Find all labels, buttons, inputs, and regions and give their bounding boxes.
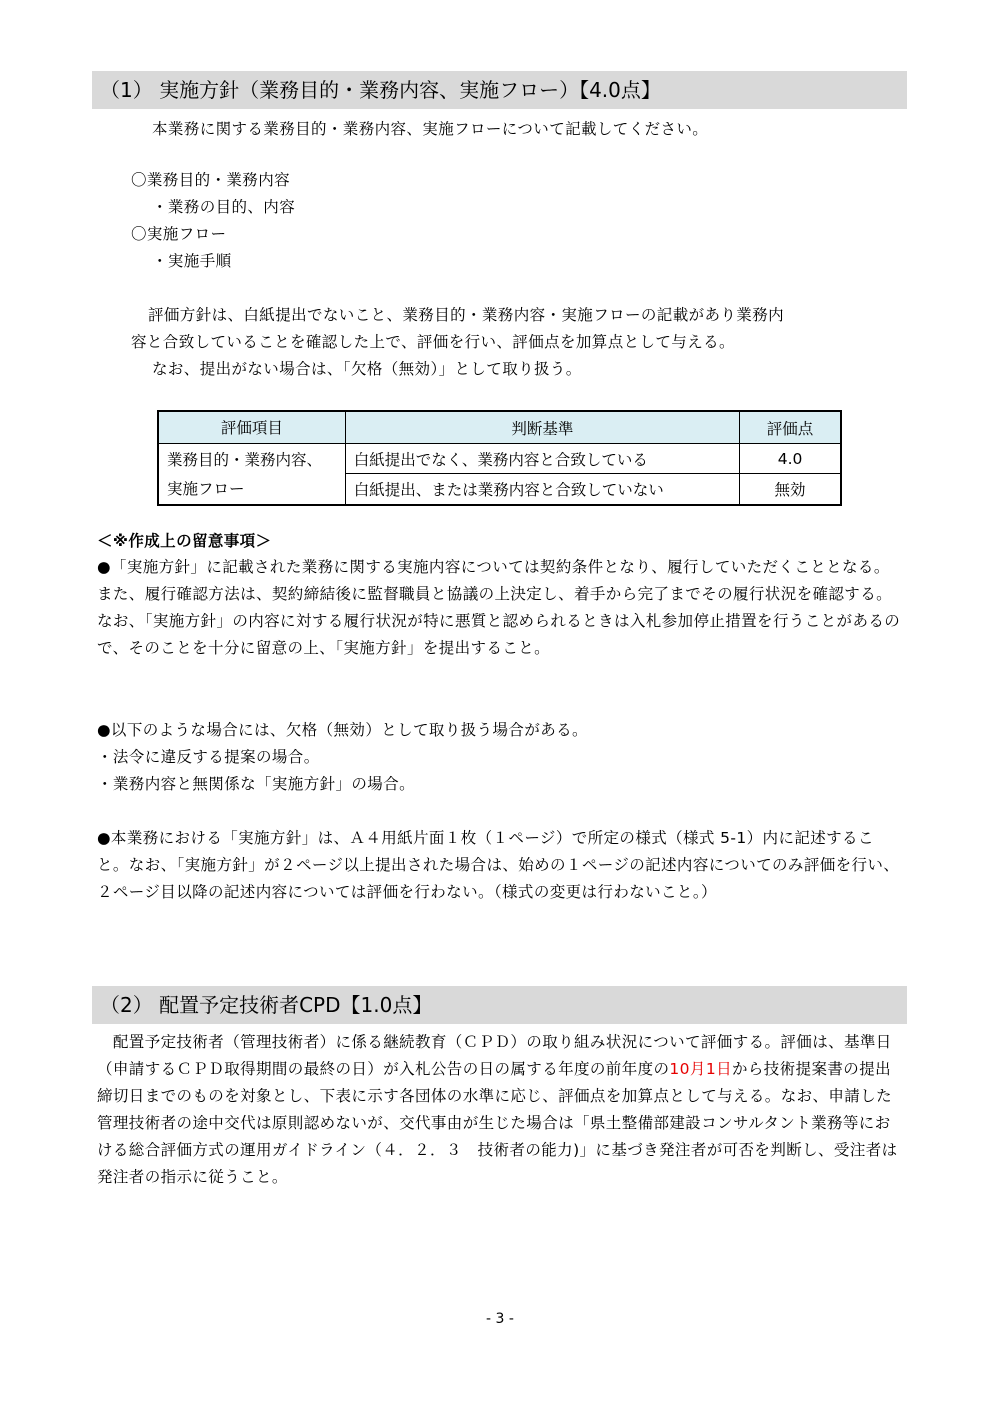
- section1-heading: （1） 実施方針（業務目的・業務内容、実施フロー）【4.0点】: [92, 71, 907, 109]
- header-cell: 評価項目: [158, 411, 345, 444]
- policy-line: なお、提出がない場合は、「欠格（無効）」として取り扱う。: [152, 360, 582, 378]
- evaluation-table: [157, 410, 842, 506]
- section1-intro: 本業務に関する業務目的・業務内容、実施フローについて記載してください。: [152, 120, 709, 138]
- section2-paragraph: [97, 1029, 905, 1191]
- score-cell: 4.0: [740, 444, 841, 474]
- section2-heading: （2） 配置予定技術者CPD【1.0点】: [92, 986, 907, 1024]
- paragraph-text: 配置予定技術者（管理技術者）に係る継続教育（ＣＰＤ）の取り組み状況について評価する。評価は、基準日（申請するＣＰＤ取得期間の最終の日）が入札公告の日の属する年度の前年度の: [97, 1033, 892, 1078]
- table-header-row: [158, 411, 841, 444]
- list-item: ・実施手順: [152, 252, 232, 270]
- criterion-cell: 白紙提出、または業務内容と合致していない: [345, 474, 739, 505]
- header-cell: 判断基準: [345, 411, 739, 444]
- evaluation-item-cell: 業務目的・業務内容、実施フロー: [158, 444, 345, 506]
- policy-line: 容と合致していることを確認した上で、評価を行い、評価点を加算点として与える。: [131, 333, 735, 351]
- note-line: ・業務内容と無関係な「実施方針」の場合。: [97, 775, 416, 793]
- paragraph-text: から技術提案書の提出締切日までのものを対象とし、下表に示す各団体の水準に応じ、評価点を加算点として与える。なお、申請した管理技術者の途中交代は原則認めないが、交代事由が生じた場合は「県土整備部建設コンサルタント業務等における総合評価方式の運用ガイドライン（４．２．３ 技術者の能力)」に基づき発注者が可否を判断し、受注者は発注者の指示に従うこと。: [97, 1060, 898, 1186]
- list-item: 〇業務目的・業務内容: [131, 171, 291, 189]
- header-cell: 評価点: [740, 411, 841, 444]
- page-number: - 3 -: [486, 1311, 514, 1327]
- table-row: [158, 444, 841, 474]
- notes-title: ＜※作成上の留意事項＞: [97, 532, 272, 550]
- highlighted-date: 10月1日: [669, 1060, 732, 1078]
- list-item: 〇実施フロー: [131, 225, 227, 243]
- note-paragraph: ●本業務における「実施方針」は、Ａ４用紙片面１枚（１ページ）で所定の様式（様式 5-1）内に記述すること。なお、「実施方針」が２ページ以上提出された場合は、始めの１ページの記述内容についてのみ評価を行い、２ページ目以降の記述内容については評価を行わない。（様式の変更は行わないこと。）: [97, 829, 900, 901]
- note-line: ●以下のような場合には、欠格（無効）として取り扱う場合がある。: [97, 721, 588, 739]
- score-cell: 無効: [740, 474, 841, 505]
- policy-line: 評価方針は、白紙提出でないこと、業務目的・業務内容・実施フローの記載があり業務内: [148, 306, 785, 324]
- note-line: ・法令に違反する提案の場合。: [97, 748, 320, 766]
- criterion-cell: 白紙提出でなく、業務内容と合致している: [345, 444, 739, 474]
- list-item: ・業務の目的、内容: [152, 198, 296, 216]
- note-paragraph: ●「実施方針」に記載された業務に関する実施内容については契約条件となり、履行していただくこととなる。また、履行確認方法は、契約締結後に監督職員と協議の上決定し、着手から完了までその履行状況を確認する。なお、「実施方針」の内容に対する履行状況が特に悪質と認められるときは入札参加停止措置を行うことがあるので、そのことを十分に留意の上、「実施方針」を提出すること。: [97, 558, 901, 657]
